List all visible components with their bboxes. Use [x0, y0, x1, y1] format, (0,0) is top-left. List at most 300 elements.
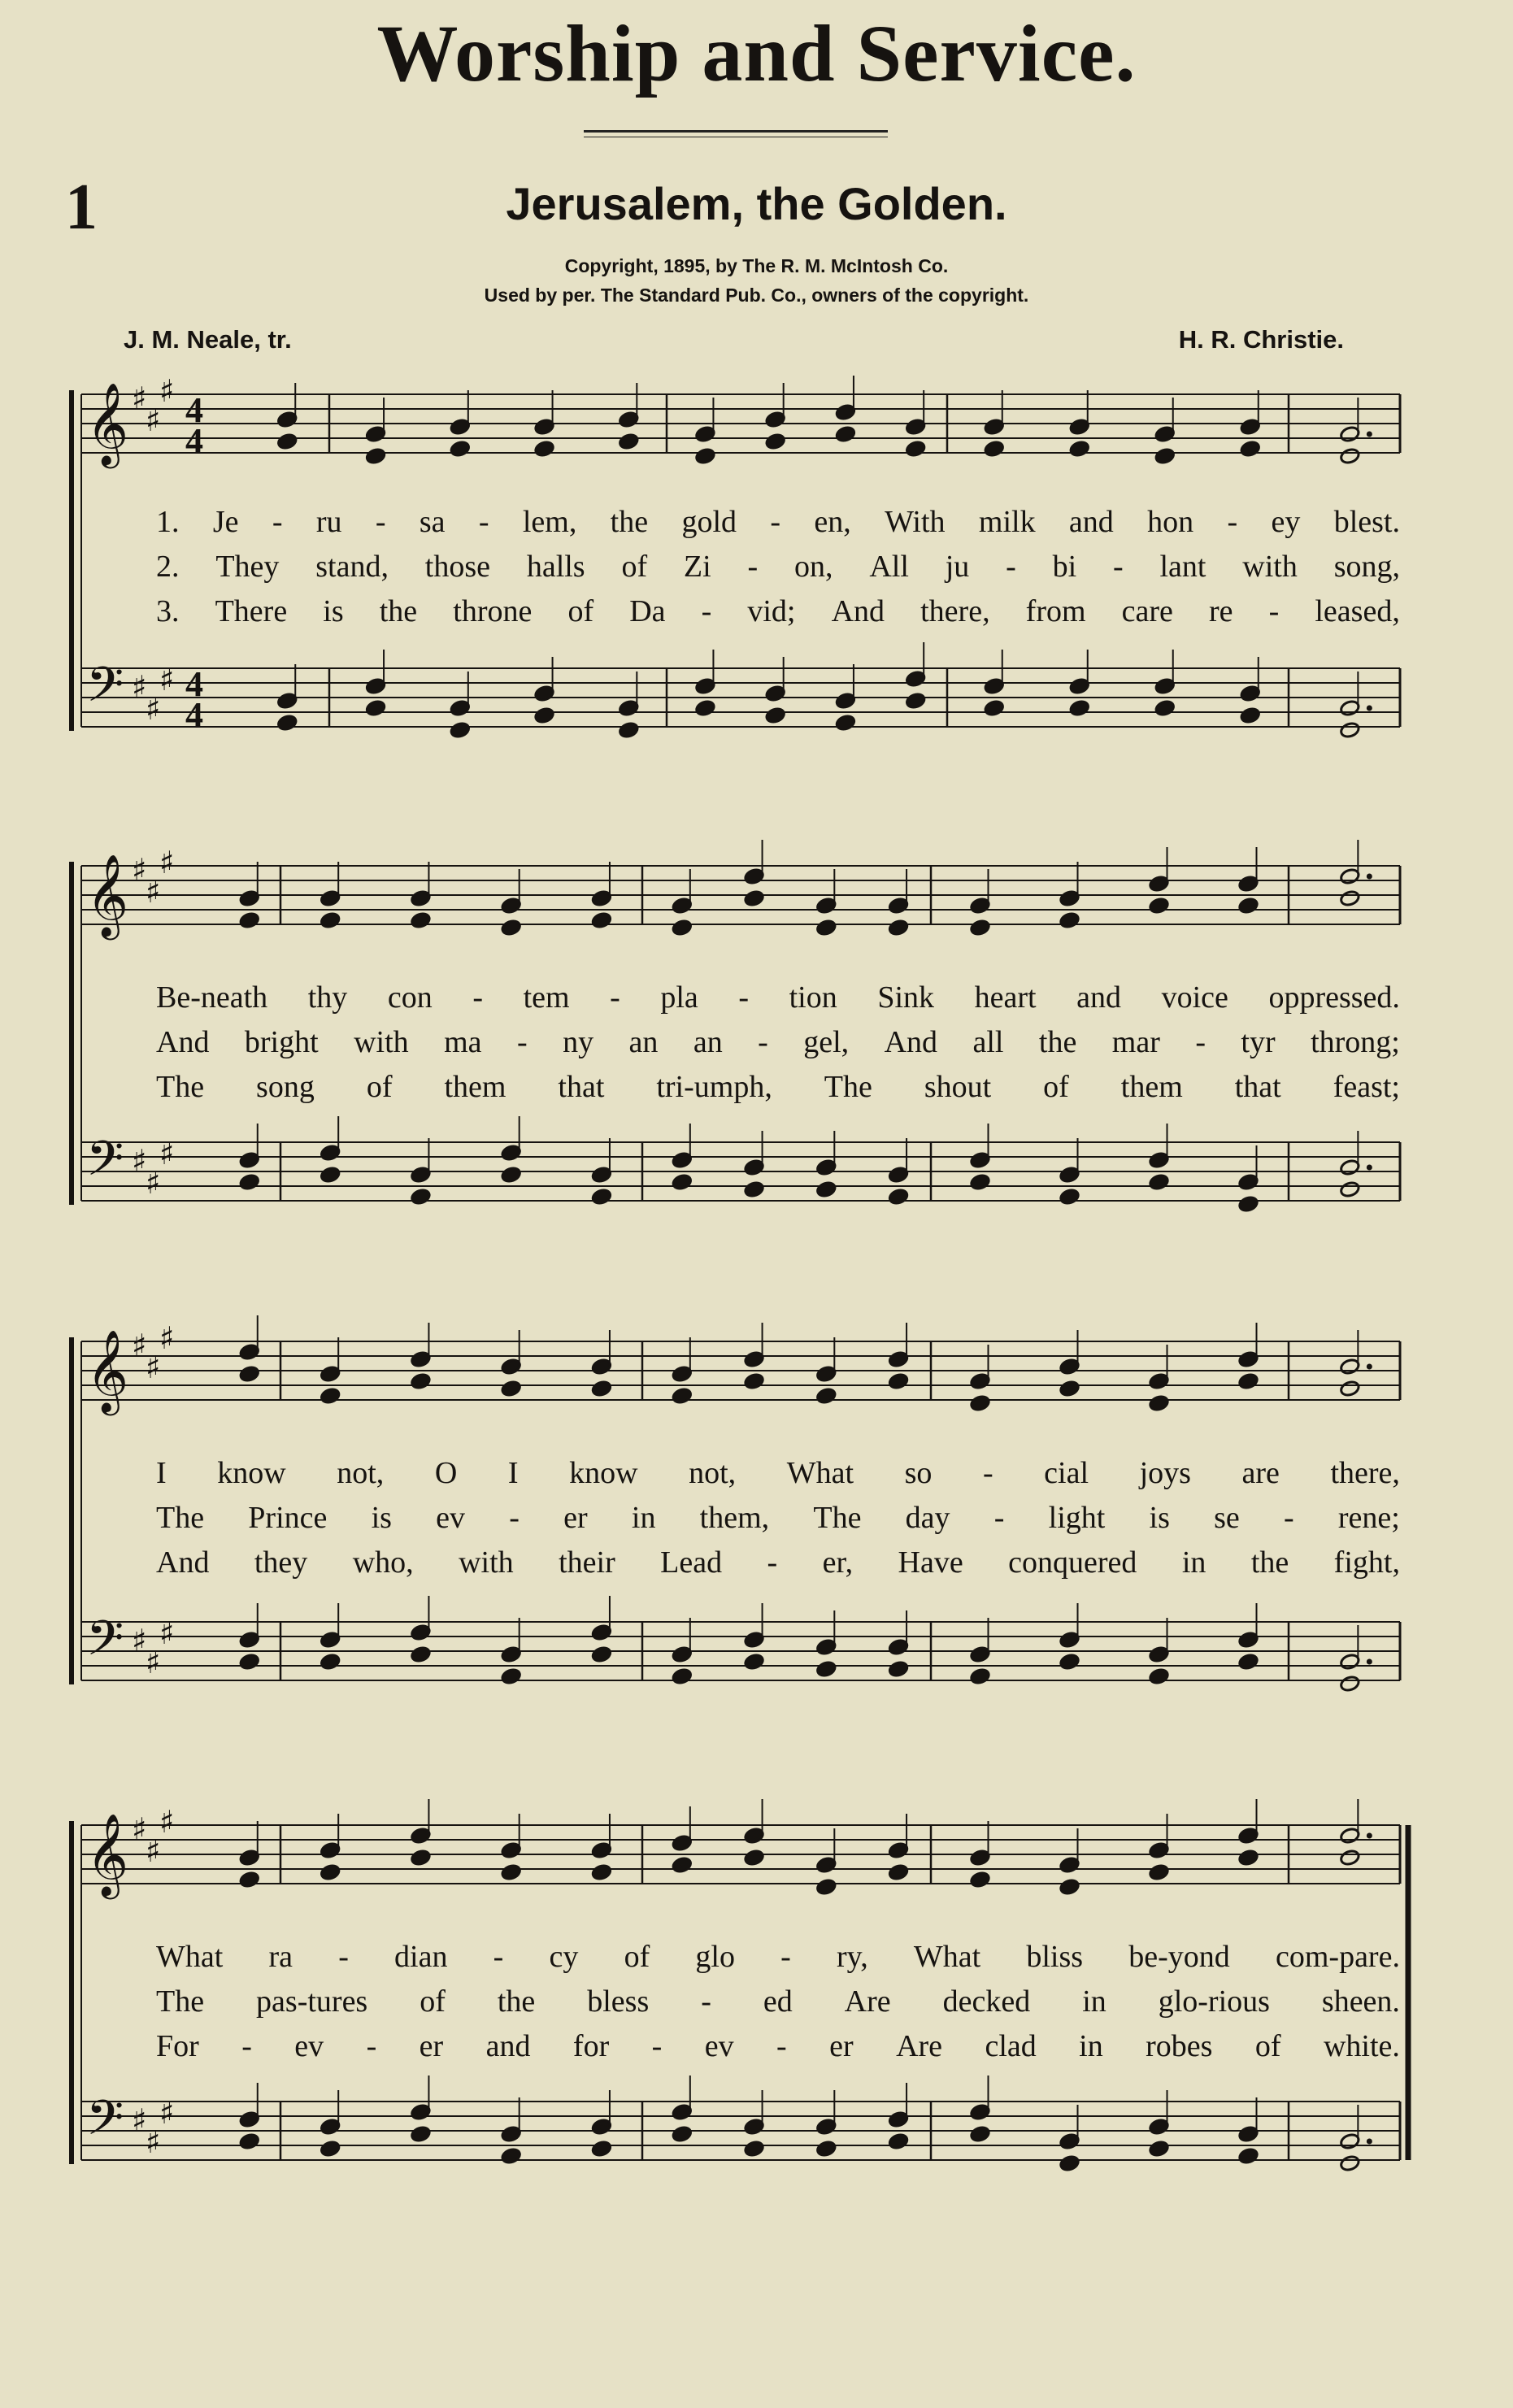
lyric-syllable: from — [1025, 594, 1086, 628]
lyric-syllable: their — [559, 1545, 615, 1580]
note-head — [239, 1365, 260, 1383]
note-head — [765, 706, 786, 724]
note-head — [888, 1660, 909, 1678]
lyric-syllable: ma — [444, 1025, 482, 1059]
lyric-syllable: of — [420, 1984, 446, 2019]
note-head — [1059, 2154, 1080, 2172]
note-head — [1059, 1188, 1080, 1206]
lyric-syllable: the — [497, 1984, 536, 2019]
lyric-syllable: - — [509, 1501, 520, 1535]
note-head — [501, 1667, 522, 1685]
note-head — [239, 1173, 260, 1191]
note-head — [411, 1372, 432, 1390]
lyric-syllable: - — [516, 1025, 528, 1059]
lyric-syllable: What — [786, 1456, 854, 1490]
lyric-syllable: The — [824, 1070, 872, 1104]
note-head — [411, 911, 432, 929]
lyric-syllable: song, — [1333, 550, 1400, 584]
lyric-syllable: ey — [1271, 505, 1301, 539]
lyric-syllable: in — [1082, 1984, 1106, 2019]
note-head — [591, 1863, 612, 1881]
lyric-syllable: in — [1181, 1545, 1206, 1580]
lyric-syllable: the — [379, 594, 418, 628]
lyric-syllable: Are — [896, 2029, 943, 2063]
lyric-syllable: not, — [337, 1456, 385, 1490]
bass-clef-icon: 𝄢 — [86, 1610, 124, 1678]
lyric-syllable: on, — [794, 550, 833, 584]
lyric-syllable: er — [563, 1501, 588, 1535]
note-head — [744, 1653, 765, 1671]
lyric-syllable: is — [1149, 1501, 1170, 1535]
verse-number: 3. — [156, 594, 180, 628]
note-head — [1339, 2154, 1360, 2172]
lyric-syllable: glo — [695, 1940, 735, 1974]
lyric-syllable: Sink — [877, 980, 935, 1015]
lyric-syllable: ra — [268, 1940, 293, 1974]
sharp-icon: ♯ — [146, 1165, 161, 1201]
lyric-syllable: What — [913, 1940, 981, 1974]
lyric-syllable: not, — [689, 1456, 737, 1490]
note-head — [239, 1871, 260, 1889]
lyric-syllable: tri-umph, — [656, 1070, 772, 1104]
sharp-icon: ♯ — [146, 1350, 161, 1385]
lyric-syllable: tem — [523, 980, 570, 1015]
lyric-syllable: There — [215, 594, 288, 628]
lyric-line — [156, 1500, 1400, 1539]
note-head — [888, 2132, 909, 2150]
page-title: Worship and Service. — [376, 8, 1137, 98]
note-head — [1154, 699, 1176, 717]
lyric-line — [156, 1455, 1400, 1494]
lyric-syllable: - — [272, 505, 283, 539]
lyric-syllable: - — [770, 505, 781, 539]
note-head — [744, 2140, 765, 2158]
note-head — [1339, 721, 1360, 739]
lyric-syllable: I — [507, 1456, 519, 1490]
note-head — [888, 919, 909, 937]
note-head — [1059, 1380, 1080, 1397]
lyric-line — [156, 549, 1400, 588]
lyric-syllable: that — [558, 1070, 605, 1104]
lyric-syllable: ju — [945, 550, 970, 584]
note-head — [411, 1645, 432, 1663]
note-head — [815, 1387, 837, 1405]
lyric-line — [156, 2028, 1400, 2067]
lyric-syllable: ny — [563, 1025, 594, 1059]
sharp-icon: ♯ — [132, 1143, 147, 1179]
lyric-syllable: I — [156, 1456, 167, 1490]
lyric-syllable: clad — [985, 2029, 1037, 2063]
sharp-icon: ♯ — [132, 669, 147, 705]
note-head — [672, 2125, 693, 2143]
lyric-syllable: ru — [315, 505, 342, 539]
note-head — [1149, 1667, 1170, 1685]
words-credit: J. M. Neale, tr. — [124, 325, 292, 354]
bass-clef-icon: 𝄢 — [86, 1130, 124, 1198]
lyric-syllable: in — [631, 1501, 656, 1535]
lyric-syllable: care — [1121, 594, 1173, 628]
lyric-syllable: - — [478, 505, 489, 539]
lyric-syllable: Je — [212, 505, 239, 539]
lyric-syllable: - — [993, 1501, 1005, 1535]
note-head — [320, 1166, 341, 1184]
lyric-syllable: With — [885, 505, 946, 539]
lyric-syllable: pas-tures — [256, 1984, 368, 2019]
lyric-syllable: The — [813, 1501, 862, 1535]
sharp-icon: ♯ — [132, 852, 147, 888]
lyric-syllable: - — [1268, 594, 1280, 628]
note-head — [672, 919, 693, 937]
lyric-syllable: The — [156, 1984, 205, 2019]
lyric-syllable: is — [371, 1501, 392, 1535]
note-head — [888, 1863, 909, 1881]
lyric-syllable: ry, — [837, 1940, 868, 1974]
note-head — [1059, 1878, 1080, 1896]
hymn-title: Jerusalem, the Golden. — [506, 178, 1007, 229]
lyric-syllable: ed — [763, 1984, 793, 2019]
note-head — [276, 432, 298, 450]
lyric-syllable: - — [1284, 1501, 1294, 1535]
note-head — [320, 1653, 341, 1671]
lyric-syllable: rene; — [1337, 1501, 1400, 1535]
lyric-syllable: - — [610, 980, 620, 1015]
lyric-syllable: day — [905, 1501, 950, 1535]
lyric-syllable: that — [1234, 1070, 1281, 1104]
note-head — [970, 1173, 991, 1191]
lyric-syllable: Lead — [660, 1545, 723, 1580]
lyric-syllable: joys — [1139, 1456, 1191, 1490]
lyric-syllable: feast; — [1333, 1070, 1400, 1104]
lyric-syllable: is — [323, 594, 344, 628]
lyric-syllable: the — [610, 505, 649, 539]
lyric-syllable: bless — [587, 1984, 650, 2019]
note-head — [835, 714, 856, 732]
lyric-syllable: re — [1209, 594, 1233, 628]
lyric-syllable: blest. — [1333, 505, 1400, 539]
note-head — [534, 706, 555, 724]
note-head — [744, 1372, 765, 1390]
lyric-syllable: with — [1242, 550, 1298, 584]
note-head — [1339, 1180, 1360, 1198]
dot — [1367, 874, 1372, 880]
note-head — [591, 1188, 612, 1206]
note-head — [591, 911, 612, 929]
lyric-syllable: ev — [704, 2029, 734, 2063]
lyric-syllable: er — [829, 2029, 854, 2063]
lyric-syllable: there, — [1330, 1456, 1400, 1490]
lyric-syllable: fight, — [1333, 1545, 1400, 1580]
lyric-syllable: Be-neath — [156, 980, 268, 1015]
note-head — [501, 1166, 522, 1184]
lyric-syllable: them, — [699, 1501, 770, 1535]
lyric-syllable: - — [1227, 505, 1238, 539]
lyric-syllable: - — [375, 505, 386, 539]
lyric-syllable: ev — [294, 2029, 324, 2063]
lyric-line — [156, 980, 1400, 1019]
lyric-syllable: robes — [1146, 2029, 1213, 2063]
note-head — [1149, 1173, 1170, 1191]
lyric-syllable: of — [624, 1940, 650, 1974]
copyright-line-1: Copyright, 1895, by The R. M. McIntosh Co. — [564, 255, 949, 276]
treble-clef-icon: 𝄞 — [86, 1812, 129, 1896]
bass-clef-icon: 𝄢 — [86, 656, 124, 724]
lyric-syllable: of — [567, 594, 594, 628]
lyric-syllable: - — [747, 550, 759, 584]
lyric-syllable: mar — [1111, 1025, 1160, 1059]
lyric-syllable: lant — [1159, 550, 1206, 584]
sharp-icon: ♯ — [159, 1804, 175, 1840]
note-head — [970, 1871, 991, 1889]
lyric-syllable: of — [1254, 2029, 1281, 2063]
dot — [1367, 432, 1372, 437]
lyric-line — [156, 1939, 1400, 1978]
note-head — [276, 714, 298, 732]
note-head — [815, 2140, 837, 2158]
lyric-syllable: bi — [1052, 550, 1077, 584]
sharp-icon: ♯ — [159, 845, 175, 880]
note-head — [970, 1394, 991, 1412]
lyric-syllable: voice — [1161, 980, 1228, 1015]
music-credit: H. R. Christie. — [1178, 325, 1344, 354]
lyric-syllable: - — [493, 1940, 504, 1974]
note-head — [672, 1173, 693, 1191]
note-head — [1238, 1653, 1259, 1671]
note-head — [1069, 440, 1090, 458]
note-head — [1069, 699, 1090, 717]
lyric-syllable: Prince — [248, 1501, 328, 1535]
lyric-syllable: glo-rious — [1158, 1984, 1270, 2019]
lyric-syllable: know — [217, 1456, 286, 1490]
lyric-syllable: stand, — [315, 550, 389, 584]
lyric-syllable: - — [701, 1984, 711, 2019]
lyric-syllable: dian — [394, 1940, 448, 1974]
lyric-syllable: and — [1068, 505, 1114, 539]
sharp-icon: ♯ — [159, 373, 175, 409]
lyric-syllable: decked — [942, 1984, 1031, 2019]
note-head — [618, 721, 639, 739]
bass-clef-icon: 𝄢 — [86, 2089, 124, 2158]
lyric-syllable: - — [1113, 550, 1124, 584]
lyric-syllable: sa — [419, 505, 446, 539]
note-head — [1238, 897, 1259, 915]
lyric-syllable: so — [904, 1456, 933, 1490]
lyric-syllable: cial — [1044, 1456, 1089, 1490]
lyric-syllable: con — [387, 980, 433, 1015]
dot — [1367, 2139, 1372, 2145]
note-head — [970, 1667, 991, 1685]
lyric-syllable: know — [569, 1456, 638, 1490]
lyric-syllable: bright — [244, 1025, 319, 1059]
lyric-syllable: The — [156, 1501, 205, 1535]
lyric-syllable: milk — [978, 505, 1036, 539]
note-head — [239, 2132, 260, 2150]
note-head — [1059, 911, 1080, 929]
note-head — [591, 1380, 612, 1397]
note-head — [1149, 1863, 1170, 1881]
note-head — [1238, 1372, 1259, 1390]
time-signature-top: 4 — [185, 664, 203, 704]
note-head — [450, 721, 471, 739]
note-head — [239, 911, 260, 929]
lyric-syllable: lem, — [522, 505, 577, 539]
lyric-syllable: those — [424, 550, 490, 584]
note-head — [320, 2140, 341, 2158]
note-head — [905, 440, 926, 458]
note-head — [411, 2125, 432, 2143]
note-head — [765, 432, 786, 450]
lyric-syllable: And — [831, 594, 885, 628]
sharp-icon: ♯ — [159, 1136, 175, 1171]
note-head — [450, 440, 471, 458]
lyric-syllable: - — [651, 2029, 663, 2063]
note-head — [970, 919, 991, 937]
sharp-icon: ♯ — [146, 874, 161, 910]
note-head — [501, 2147, 522, 2165]
sharp-icon: ♯ — [132, 380, 147, 416]
lyric-syllable: vid; — [747, 594, 796, 628]
lyric-syllable: white. — [1323, 2029, 1400, 2063]
sharp-icon: ♯ — [132, 1811, 147, 1847]
lyric-syllable: thy — [307, 980, 348, 1015]
lyric-syllable: all — [972, 1025, 1004, 1059]
lyric-syllable: - — [776, 2029, 787, 2063]
lyric-syllable: com-pare. — [1275, 1940, 1400, 1974]
lyric-syllable: cy — [549, 1940, 579, 1974]
note-head — [815, 919, 837, 937]
note-head — [1339, 447, 1360, 465]
note-head — [501, 1863, 522, 1881]
sharp-icon: ♯ — [146, 2124, 161, 2160]
note-head — [239, 1653, 260, 1671]
lyric-syllable: song — [256, 1070, 315, 1104]
lyric-syllable: - — [767, 1545, 778, 1580]
sharp-icon: ♯ — [159, 1320, 175, 1356]
lyric-syllable: are — [1241, 1456, 1280, 1490]
note-head — [984, 440, 1005, 458]
lyric-syllable: - — [758, 1025, 768, 1059]
lyric-line — [156, 1024, 1400, 1063]
lyric-line — [156, 504, 1400, 543]
lyric-syllable: them — [1120, 1070, 1183, 1104]
note-head — [320, 911, 341, 929]
lyric-syllable: - — [982, 1456, 993, 1490]
lyric-line — [156, 593, 1400, 632]
lyric-syllable: What — [156, 1940, 224, 1974]
dot — [1367, 706, 1372, 711]
lyric-syllable: gold — [681, 505, 737, 539]
lyric-syllable: an — [628, 1025, 659, 1059]
note-head — [1240, 440, 1261, 458]
note-head — [744, 1849, 765, 1867]
note-head — [888, 1372, 909, 1390]
lyric-syllable: halls — [526, 550, 585, 584]
lyric-syllable: with — [354, 1025, 409, 1059]
note-head — [618, 432, 639, 450]
lyric-syllable: tyr — [1241, 1025, 1276, 1059]
lyric-syllable: of — [366, 1070, 393, 1104]
note-head — [1149, 897, 1170, 915]
lyric-syllable: oppressed. — [1268, 980, 1400, 1015]
note-head — [320, 1387, 341, 1405]
note-head — [1238, 1195, 1259, 1213]
note-head — [1339, 889, 1360, 907]
lyric-syllable: - — [338, 1940, 349, 1974]
lyric-syllable: And — [156, 1545, 210, 1580]
lyric-syllable: All — [869, 550, 909, 584]
dot — [1367, 1659, 1372, 1665]
lyric-line — [156, 1545, 1400, 1584]
note-head — [1059, 1653, 1080, 1671]
copyright-line-2: Used by per. The Standard Pub. Co., owners of the copyright. — [484, 285, 1029, 306]
lyric-syllable: Are — [844, 1984, 891, 2019]
lyric-syllable: hon — [1147, 505, 1194, 539]
sharp-icon: ♯ — [159, 2095, 175, 2131]
lyric-syllable: the — [1250, 1545, 1289, 1580]
lyric-syllable: tion — [789, 980, 837, 1015]
note-head — [672, 1387, 693, 1405]
lyric-syllable: - — [472, 980, 483, 1015]
lyric-syllable: throne — [453, 594, 533, 628]
lyric-syllable: er, — [822, 1545, 854, 1580]
note-head — [984, 699, 1005, 717]
lyric-syllable: throng; — [1311, 1025, 1400, 1059]
lyric-syllable: be-yond — [1128, 1940, 1230, 1974]
lyric-syllable: in — [1079, 2029, 1103, 2063]
lyric-syllable: - — [1195, 1025, 1206, 1059]
dot — [1367, 1364, 1372, 1370]
note-head — [695, 699, 716, 717]
lyric-syllable: the — [1038, 1025, 1077, 1059]
note-head — [1240, 706, 1261, 724]
note-head — [591, 1645, 612, 1663]
lyric-syllable: an — [693, 1025, 723, 1059]
note-head — [835, 425, 856, 443]
note-head — [888, 1188, 909, 1206]
sharp-icon: ♯ — [146, 1833, 161, 1869]
note-head — [744, 1180, 765, 1198]
note-head — [1339, 1849, 1360, 1867]
lyric-syllable: of — [621, 550, 648, 584]
note-head — [411, 1849, 432, 1867]
lyric-syllable: for — [572, 2029, 610, 2063]
lyric-syllable: leased, — [1315, 594, 1400, 628]
note-head — [815, 1180, 837, 1198]
note-head — [501, 1380, 522, 1397]
lyric-syllable: For — [156, 2029, 199, 2063]
note-head — [1149, 1394, 1170, 1412]
lyric-syllable: - — [780, 1940, 791, 1974]
lyric-line — [156, 1984, 1400, 2023]
lyric-syllable: of — [1043, 1070, 1069, 1104]
note-head — [534, 440, 555, 458]
lyric-syllable: light — [1048, 1501, 1106, 1535]
lyric-syllable: - — [1006, 550, 1016, 584]
time-signature-top: 4 — [185, 390, 203, 430]
verse-number: 2. — [156, 550, 180, 584]
note-head — [365, 447, 386, 465]
note-head — [1339, 1675, 1360, 1693]
note-head — [1154, 447, 1176, 465]
sharp-icon: ♯ — [146, 1645, 161, 1680]
lyric-line — [156, 1069, 1400, 1108]
treble-clef-icon: 𝄞 — [86, 381, 129, 465]
lyric-syllable: Da — [629, 594, 666, 628]
sharp-icon: ♯ — [159, 662, 175, 698]
lyric-syllable: heart — [974, 980, 1037, 1015]
sharp-icon: ♯ — [146, 402, 161, 438]
note-head — [815, 1660, 837, 1678]
note-head — [1149, 2140, 1170, 2158]
